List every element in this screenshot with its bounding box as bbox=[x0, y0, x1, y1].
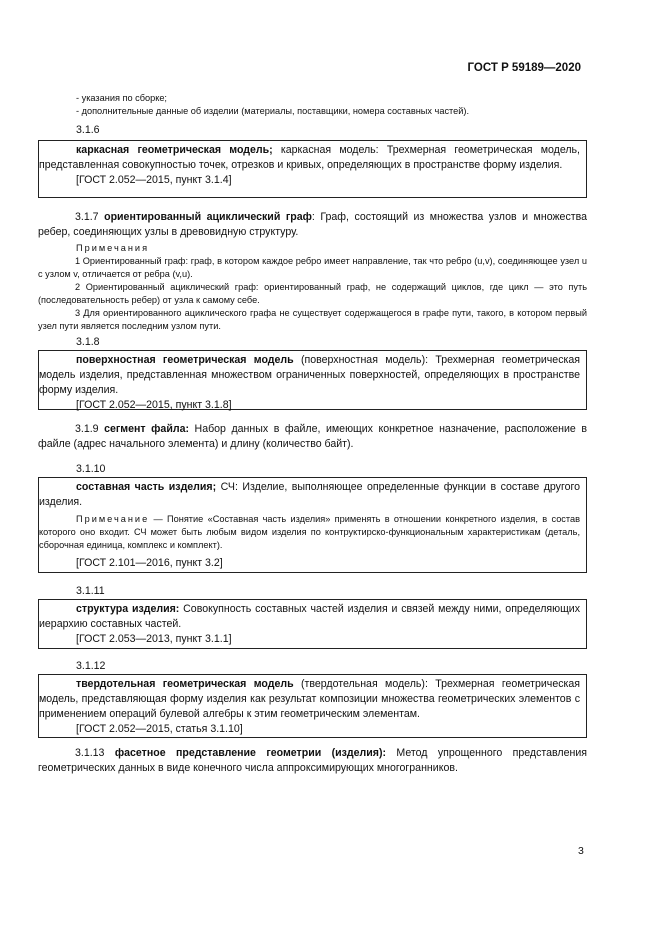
note: Примечание — Понятие «Составная часть изделия» применять в отношении конкретного изделия, в состав которого оно входит. СЧ может быть любым видом изделия по контруктирско-функциональным характеристикам (деталь, сборочная единица, комплекс и комплект). bbox=[39, 514, 580, 550]
term: каркасная геометрическая модель; bbox=[76, 144, 273, 156]
reference: [ГОСТ 2.052—2015, пункт 3.1.8] bbox=[76, 399, 232, 411]
section-number: 3.1.12 bbox=[76, 660, 106, 672]
definition-text: поверхностная геометрическая модель (поверхностная модель): Трехмерная геометрическая модель изделия, представленная множеством ограниченных поверхностей, определяющих в пространстве форму изделия. bbox=[39, 354, 580, 396]
note-item: 1 Ориентированный граф: граф, в котором каждое ребро имеет направление, так что ребро (u,v), соединяющее узел u с узлом v, отличается от ребра (v,u). bbox=[38, 256, 587, 279]
reference: [ГОСТ 2.101—2016, пункт 3.2] bbox=[76, 557, 223, 569]
definition-text: каркасная геометрическая модель; каркасная модель: Трехмерная геометрическая модель, представленная совокупностью точек, отрезков и кривых, определяющих в пространстве форму изделия. bbox=[39, 144, 581, 171]
definition-text: твердотельная геометрическая модель (твердотельная модель): Трехмерная геометрическая модель, представляющая форму изделия как результат композиции множества геометрических элементов с применением операций булевой алгебры к этим геометрическим элементам. bbox=[39, 678, 581, 720]
note-item: 2 Ориентированный ациклический граф: ориентированный граф, не содержащий циклов, где цикл — это путь (последовательность ребер) от узла к самому себе. bbox=[38, 282, 587, 305]
term: поверхностная геометрическая модель bbox=[76, 354, 294, 366]
term: твердотельная геометрическая модель bbox=[76, 678, 294, 690]
page-number: 3 bbox=[578, 845, 584, 857]
term-entry: 3.1.13 фасетное представление геометрии (изделия): Метод упрощенного представления геометрических данных в виде конечного числа аппроксимирующих многогранников. bbox=[38, 747, 587, 774]
term: составная часть изделия; bbox=[76, 481, 217, 493]
definition-box bbox=[38, 599, 587, 649]
definition-box bbox=[38, 477, 587, 573]
bullet-list bbox=[76, 92, 586, 118]
notes-title: Примечания bbox=[76, 243, 150, 253]
term: сегмент файла: bbox=[104, 423, 189, 435]
reference: [ГОСТ 2.053—2013, пункт 3.1.1] bbox=[76, 633, 232, 645]
term-entry: 3.1.7 ориентированный ациклический граф: Граф, состоящий из множества узлов и множества ребер, соединяющих узлы в древовидную структуру. bbox=[38, 211, 587, 238]
section-number: 3.1.10 bbox=[76, 463, 106, 475]
section-number: 3.1.11 bbox=[76, 585, 105, 597]
document-header: ГОСТ Р 59189—2020 bbox=[467, 62, 581, 74]
definition-text: структура изделия: Совокупность составных частей изделия и связей между ними, определяющих иерархию составных частей. bbox=[39, 603, 580, 630]
note-item: 3 Для ориентированного ациклического графа не существует содержащегося в графе пути, такого, в котором первый узел пути является последним узлом пути. bbox=[38, 308, 587, 331]
list-item: - дополнительные данные об изделии (материалы, поставщики, номера составных частей). bbox=[76, 106, 470, 116]
notes-list bbox=[38, 255, 587, 333]
term: фасетное представление геометрии (изделия): bbox=[114, 747, 387, 759]
section-number: 3.1.6 bbox=[76, 124, 100, 136]
term: структура изделия: bbox=[76, 603, 180, 615]
definition-box bbox=[38, 674, 587, 738]
reference: [ГОСТ 2.052—2015, статья 3.1.10] bbox=[76, 723, 243, 735]
definition-box bbox=[38, 140, 587, 198]
term: ориентированный ациклический граф bbox=[104, 211, 312, 223]
section-number: 3.1.8 bbox=[76, 336, 100, 348]
reference: [ГОСТ 2.052—2015, пункт 3.1.4] bbox=[76, 174, 232, 186]
list-item: - указания по сборке; bbox=[76, 93, 167, 103]
definition-box bbox=[38, 350, 587, 410]
term-entry: 3.1.9 сегмент файла: Набор данных в файле, имеющих конкретное назначение, расположение в файле (адрес начального элемента) и длину (количество байт). bbox=[38, 423, 587, 450]
definition-text: составная часть изделия; СЧ: Изделие, выполняющее определенные функции в составе другого изделия. bbox=[39, 481, 580, 508]
